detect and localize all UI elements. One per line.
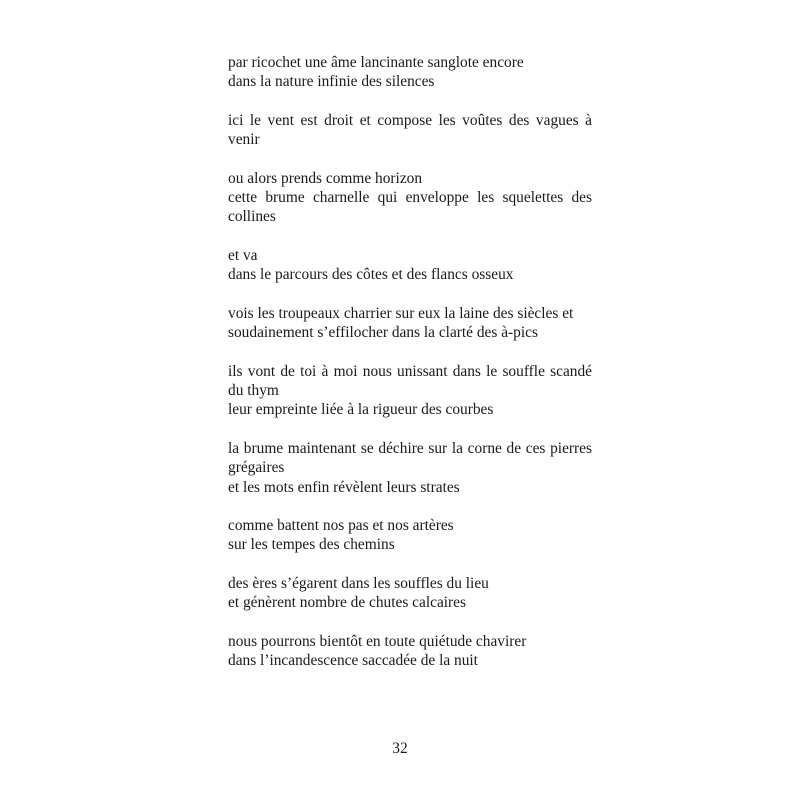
stanza: [228, 362, 592, 420]
poem-line: et génèrent nombre de chutes calcaires: [228, 594, 467, 612]
poem-line: dans la nature infinie des silences: [228, 73, 435, 91]
stanza: [228, 246, 592, 285]
stanza: [228, 111, 592, 150]
poem-line: dans l’incandescence saccadée de la nuit: [228, 652, 478, 670]
stanza: [228, 304, 592, 343]
poem-line: la brume maintenant se déchire sur la corne de ces pierres grégaires: [228, 439, 592, 477]
poem-line: par ricochet une âme lancinante sanglote encore: [228, 54, 524, 71]
page-number: 32: [392, 740, 408, 757]
poem-line: ici le vent est droit et compose les voûtes des vagues à venir: [228, 111, 592, 149]
poem-line: nous pourrons bientôt en toute quiétude chavirer: [228, 632, 527, 650]
poem-line: comme battent nos pas et nos artères: [228, 517, 454, 535]
poem-body: [228, 53, 592, 690]
poem-line: et va: [228, 246, 258, 264]
stanza: [228, 439, 592, 497]
poem-line: et les mots enfin révèlent leurs strates: [228, 478, 460, 496]
stanza: [228, 632, 592, 671]
poem-line: sur les tempes des chemins: [228, 536, 395, 554]
poem-line: leur empreinte liée à la rigueur des courbes: [228, 401, 494, 419]
poem-line: dans le parcours des côtes et des flancs osseux: [228, 266, 514, 284]
stanza: [228, 516, 592, 555]
stanza: [228, 53, 592, 92]
poem-line: cette brume charnelle qui enveloppe les squelettes des collines: [228, 189, 592, 226]
poem-line: soudainement s’effilocher dans la clarté des à-pics: [228, 324, 538, 342]
poem-line: ou alors prends comme horizon: [228, 169, 423, 187]
poem-line: des ères s’égarent dans les souffles du lieu: [228, 575, 489, 593]
poem-line: ils vont de toi à moi nous unissant dans le souffle scandé du thym: [228, 362, 592, 400]
stanza: [228, 169, 592, 227]
poem-line: vois les troupeaux charrier sur eux la laine des siècles et: [228, 304, 574, 322]
stanza: [228, 574, 592, 613]
